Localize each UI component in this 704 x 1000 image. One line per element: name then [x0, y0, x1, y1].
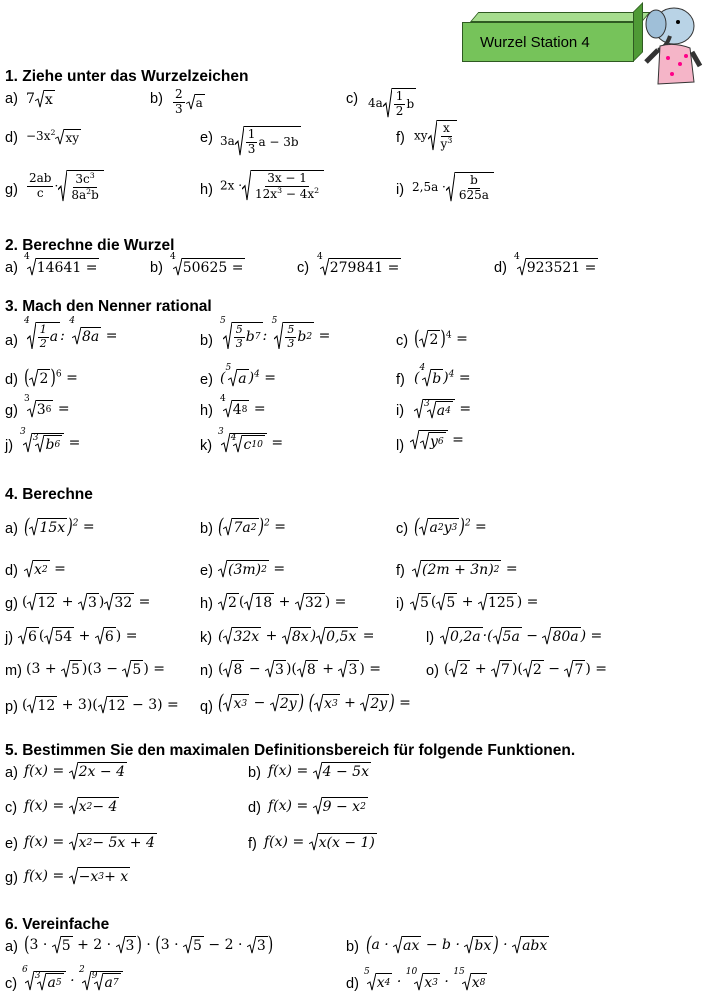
expression: 2,5a · $\frac{b}{625a}$	[412, 172, 494, 203]
expression: (2m + 3n) 2 =	[412, 560, 518, 578]
item-label: d)	[494, 260, 507, 276]
expression: ( 15x )$^2$ =	[24, 515, 95, 539]
expression: f(x) = x(x − 1)	[264, 834, 375, 851]
item-label: i)	[396, 182, 405, 198]
expression: 4a $\frac{1}{2}$ b	[368, 89, 415, 118]
expression: $-3x^2$ xy	[26, 128, 79, 145]
item-label: n)	[200, 663, 213, 679]
item-label: a)	[5, 260, 18, 276]
expression: ( 7a 2 )$^2$ =	[218, 515, 286, 539]
expression: 0,2a ·( 5a − 80a ) =	[440, 627, 602, 645]
station-badge-label: Wurzel Station 4	[480, 34, 590, 51]
item-label: h)	[200, 182, 213, 198]
item-label: h)	[200, 403, 213, 419]
expression: $^6$ 3 a 5 · $^2$ 9 a 7	[22, 971, 123, 991]
expression: ( 12 + 3)( 12 − 3) =	[22, 697, 179, 714]
expression: 5 ( 5 + 125 ) =	[410, 593, 538, 611]
expression: 3a $\frac{1}{3}$ a − 3b	[220, 127, 299, 156]
expression: ( 32x + 8x ) 0,5x =	[218, 628, 375, 645]
item-label: i)	[396, 403, 405, 419]
expression: (a · ax − b · bx ) · abx	[366, 933, 548, 957]
expression: 2 ( 18 + 32 ) =	[218, 593, 346, 611]
item-label: j)	[5, 438, 14, 454]
item-label: f)	[396, 372, 405, 388]
elephant-mascot-icon	[636, 2, 704, 90]
item-label: d)	[346, 976, 359, 992]
item-label: d)	[5, 372, 18, 388]
expression: $^4$ 923521 =	[514, 252, 597, 276]
item-label: g)	[5, 596, 18, 612]
item-label: c)	[346, 91, 359, 107]
item-label: e)	[5, 836, 18, 852]
expression: $^4$ 279841 =	[317, 252, 400, 276]
section-4-title: 4. Berechne	[5, 486, 93, 503]
expression: ( 2 + 7 )( 2 − 7 ) =	[444, 661, 608, 678]
section-6-title: 6. Vereinfache	[5, 916, 110, 933]
section-1-title: 1. Ziehe unter das Wurzelzeichen	[5, 68, 249, 85]
expression: ( 8 − 3 )( 8 + 3 ) =	[218, 661, 382, 678]
item-label: d)	[248, 800, 261, 816]
expression: f(x) = 9 − x 2	[268, 798, 366, 815]
item-label: b)	[150, 260, 163, 276]
expression: xy $\frac{x}{y^3}$	[414, 120, 457, 152]
item-label: b)	[248, 765, 261, 781]
section-2-title: 2. Berechne die Wurzel	[5, 237, 175, 254]
badge-top-face	[470, 12, 650, 22]
expression: (3 · 5 + 2 · 3 ) · (3 · 5 − 2 · 3 )	[24, 933, 274, 957]
expression: (3 + 5 )(3 − 5 ) =	[26, 661, 165, 678]
item-label: k)	[200, 630, 213, 646]
expression: $\frac{2}{3}$ a	[175, 87, 203, 116]
item-label: b)	[346, 939, 359, 955]
item-label: d)	[5, 130, 18, 146]
expression: $^4$ $\frac{1}{2}$ a : $^4$ 8a =	[24, 316, 118, 350]
expression: ( x 3 − 2y ) ( x 3 + 2y ) =	[218, 691, 411, 715]
expression: ($^5$ a )$^4$ =	[220, 363, 277, 387]
expression: ( 12 + 3 ) 32 =	[22, 594, 151, 611]
item-label: c)	[5, 976, 18, 992]
item-label: c)	[297, 260, 310, 276]
expression: 7 x	[26, 91, 53, 108]
expression: $^5$ x 4 · $^{10}$ x 3 · $^{15}$ x 8	[364, 967, 486, 991]
expression: x 2 =	[24, 560, 66, 578]
expression: f(x) = 4 − 5x	[268, 763, 369, 780]
item-label: c)	[396, 333, 409, 349]
item-label: e)	[200, 372, 213, 388]
item-label: g)	[5, 870, 18, 886]
expression: $^5$ $\frac{5}{3}$ b 7 : $^5$ $\frac{5}{3}$ b 2 =	[220, 316, 331, 350]
item-label: q)	[200, 699, 213, 715]
item-label: j)	[5, 630, 14, 646]
item-label: h)	[200, 596, 213, 612]
item-label: d)	[5, 563, 18, 579]
item-label: f)	[248, 836, 257, 852]
item-label: e)	[200, 130, 213, 146]
expression: f(x) = −x 3 + x	[24, 868, 129, 885]
item-label: b)	[200, 521, 213, 537]
item-label: o)	[426, 663, 439, 679]
expression: f(x) = 2x − 4	[24, 763, 125, 780]
expression: $^4$ 14641 =	[24, 252, 98, 276]
item-label: a)	[5, 333, 18, 349]
expression: f(x) = x 2 − 5x + 4	[24, 834, 155, 851]
item-label: a)	[5, 521, 18, 537]
expression: $^4$ 4 8 =	[220, 394, 266, 418]
item-label: k)	[200, 438, 213, 454]
expression: ( a 2 y 3 )$^2$ =	[414, 515, 487, 539]
expression: $^4$ 50625 =	[170, 252, 244, 276]
expression: ($^4$ b )$^4$ =	[414, 363, 471, 387]
item-label: m)	[5, 663, 22, 679]
expression: y 6 =	[410, 430, 464, 450]
expression: ( 2 )$^6$ =	[24, 366, 78, 390]
item-label: f)	[396, 563, 405, 579]
expression: 6 ( 54 + 6 ) =	[18, 627, 137, 645]
expression: ( 2 )$^4$ =	[414, 327, 468, 351]
expression: f(x) = x 2 − 4	[24, 798, 118, 815]
section-3-title: 3. Mach den Nenner rational	[5, 298, 212, 315]
item-label: c)	[396, 521, 409, 537]
item-label: a)	[5, 91, 18, 107]
item-label: a)	[5, 939, 18, 955]
item-label: b)	[200, 333, 213, 349]
expression: 3 a 4 =	[414, 399, 471, 419]
expression: $^3$ 3 6 =	[24, 394, 70, 418]
item-label: i)	[396, 596, 405, 612]
expression: $^3$ 3 b 6 =	[20, 427, 81, 453]
item-label: l)	[426, 630, 435, 646]
item-label: e)	[200, 563, 213, 579]
item-label: g)	[5, 403, 18, 419]
item-label: c)	[5, 800, 18, 816]
item-label: l)	[396, 438, 405, 454]
expression: $^3$ 4 c 10 =	[218, 427, 284, 453]
expression: $\frac{2ab}{c}$ · $\frac{3c^3}{8a^2b}$	[26, 170, 104, 203]
expression: (3m) 2 =	[218, 560, 285, 578]
item-label: g)	[5, 182, 18, 198]
section-5-title: 5. Bestimmen Sie den maximalen Definitionsbereich für folgende Funktionen.	[5, 742, 576, 759]
item-label: b)	[150, 91, 163, 107]
item-label: a)	[5, 765, 18, 781]
item-label: p)	[5, 699, 18, 715]
item-label: f)	[396, 130, 405, 146]
expression: 2x · $\frac{3x - 1}{12x^3 - 4x^2}$	[220, 170, 324, 202]
